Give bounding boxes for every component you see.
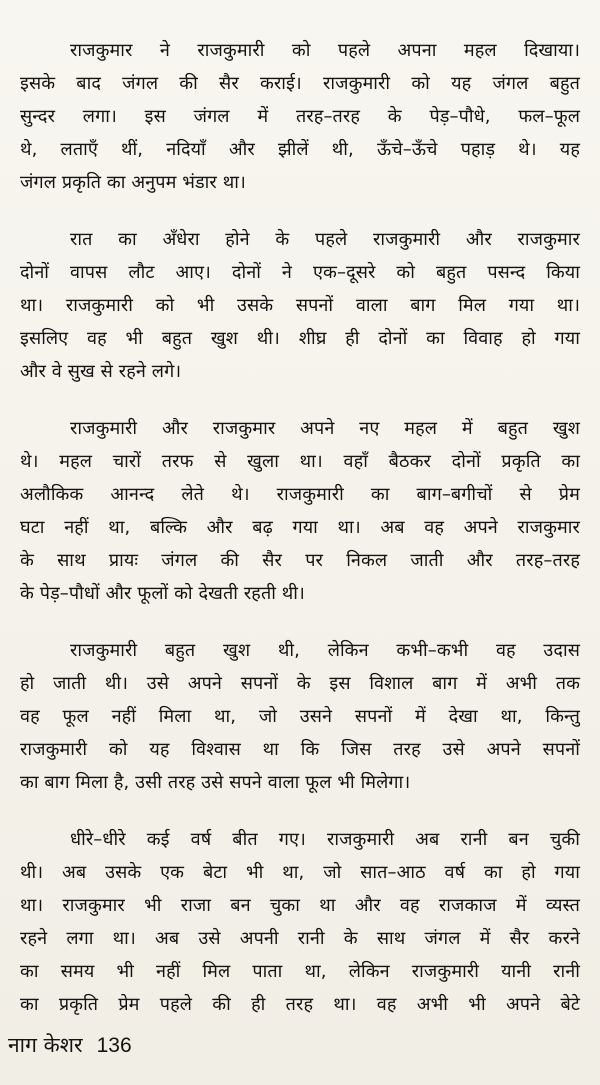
book-title: नाग केशर: [8, 1033, 83, 1057]
text-line: जंगल प्रकृति का अनुपम भंडार था।: [20, 172, 246, 193]
text-line: थी। अब उसके एक बेटा भी था, जो सात–आठ वर्ष का हो गया: [20, 862, 580, 883]
paragraph-5: [20, 823, 580, 1021]
text-line: और वे सुख से रहने लगे।: [20, 361, 182, 382]
paragraph-2: [20, 223, 580, 388]
text-line: का बाग मिला है, उसी तरह उसे सपने वाला फूल भी मिलेगा।: [20, 772, 411, 793]
text-line: के साथ प्रायः जंगल की सैर पर निकल जाती और तरह–तरह: [20, 550, 580, 571]
text-line: राजकुमारी बहुत खुश थी, लेकिन कभी–कभी वह उदास: [70, 640, 580, 661]
text-line: राजकुमार ने राजकुमारी को पहले अपना महल दिखाया।: [70, 40, 580, 61]
text-line: का समय भी नहीं मिल पाता था, लेकिन राजकुमारी यानी रानी: [20, 961, 580, 982]
paragraph-4: [20, 634, 580, 799]
text-line: अलौकिक आनन्द लेते थे। राजकुमारी का बाग–बगीचों से प्रेम: [20, 484, 580, 505]
text-line: थे, लताएँ थीं, नदियाँ और झीलें थी, ऊँचे–ऊँचे पहाड़ थे। यह: [20, 139, 580, 160]
text-line: राजकुमारी और राजकुमार अपने नए महल में बहुत खुश: [70, 418, 580, 439]
text-line: धीरे–धीरे कई वर्ष बीत गए। राजकुमारी अब रानी बन चुकी: [70, 829, 580, 850]
text-line: रात का अँधेरा होने के पहले राजकुमारी और राजकुमार: [70, 229, 580, 250]
text-line: हो जाती थी। उसे अपने सपनों के इस विशाल बाग में अभी तक: [20, 673, 580, 694]
text-line: घटा नहीं था, बल्कि और बढ़ गया था। अब वह अपने राजकुमार: [20, 517, 580, 538]
text-line: वह फूल नहीं मिला था, जो उसने सपनों में देखा था, किन्तु: [20, 706, 580, 727]
paragraph-3: [20, 412, 580, 610]
paragraph-1: [20, 34, 580, 199]
page-footer: [8, 1031, 132, 1059]
text-line: थे। महल चारों तरफ से खुला था। वहाँ बैठकर दोनों प्रकृति का: [20, 451, 580, 472]
text-line: दोनों वापस लौट आए। दोनों ने एक–दूसरे को बहुत पसन्द किया: [20, 262, 580, 283]
text-line: रहने लगा था। अब उसे अपनी रानी के साथ जंगल में सैर करने: [20, 928, 580, 949]
text-line: राजकुमारी को यह विश्वास था कि जिस तरह उसे अपने सपनों: [20, 739, 580, 760]
text-line: था। राजकुमार भी राजा बन चुका था और वह राजकाज में व्यस्त: [20, 895, 580, 916]
page-number: 136: [96, 1034, 132, 1057]
text-line: सुन्दर लगा। इस जंगल में तरह–तरह के पेड़–पौधे, फल–फूल: [20, 106, 580, 127]
text-line: के पेड़–पौधों और फूलों को देखती रहती थी।: [20, 583, 305, 604]
text-line: का प्रकृति प्रेम पहले की ही तरह था। वह अभी भी अपने बेटे: [20, 994, 580, 1015]
text-line: इसलिए वह भी बहुत खुश थी। शीघ्र ही दोनों का विवाह हो गया: [20, 328, 580, 349]
text-line: था। राजकुमारी को भी उसके सपनों वाला बाग मिल गया था।: [20, 295, 580, 316]
text-line: इसके बाद जंगल की सैर कराई। राजकुमारी को यह जंगल बहुत: [20, 73, 580, 94]
